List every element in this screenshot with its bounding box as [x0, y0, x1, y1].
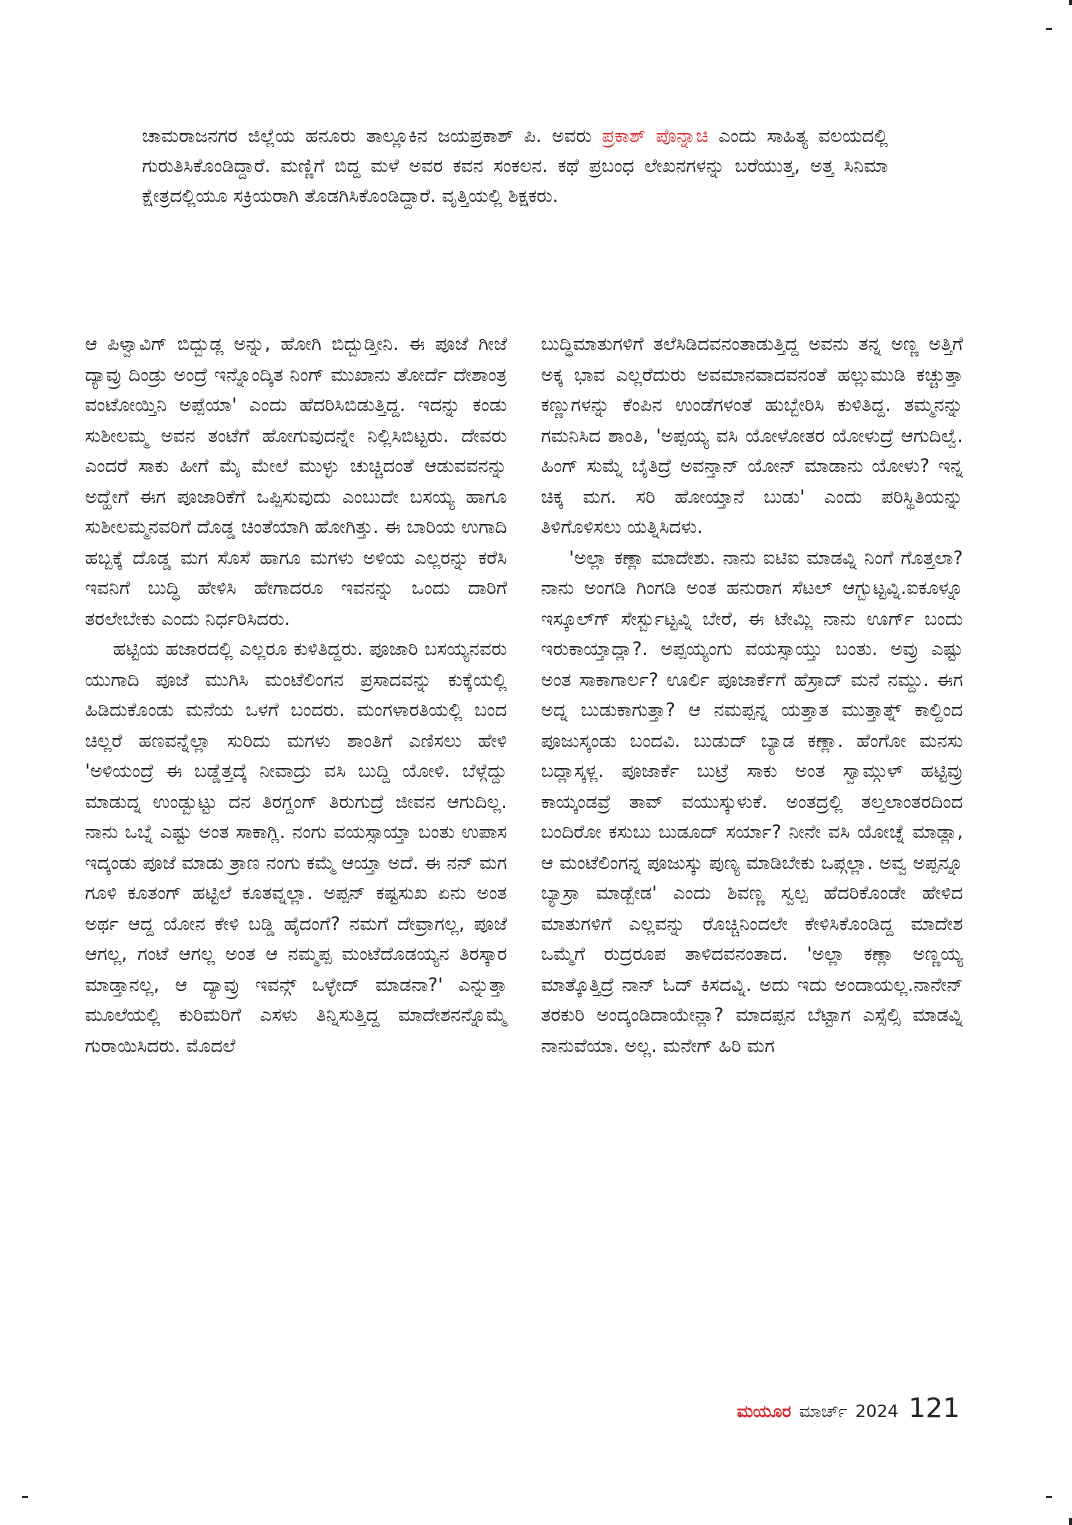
author-pen-name: ಪ್ರಕಾಶ್ ಪೊನ್ನಾಚಿ: [601, 126, 709, 147]
author-intro: [142, 122, 888, 212]
left-column: [85, 330, 507, 1062]
crop-mark: [1046, 1496, 1052, 1498]
right-column: [541, 330, 963, 1062]
issue-year: 2024: [855, 1402, 899, 1422]
intro-text: ಎಂದು ಸಾಹಿತ್ಯ ವಲಯದಲ್ಲಿ ಗುರುತಿಸಿಕೊಂಡಿದ್ದಾರೆ. ಮಣ್ಣಿಗೆ ಬಿದ್ದ ಮಳೆ ಅವರ ಕವನ ಸಂಕಲನ. ಕಥೆ ಪ್ರಬಂಧ ಲೇಖನಗಳನ್ನು ಬರೆಯುತ್ತ, ಅತ್ತ ಸಿನಿಮಾ ಕ್ಷೇತ್ರದಲ್ಲಿಯೂ ಸಕ್ರಿಯರಾಗಿ ತೊಡಗಿಸಿಕೊಂಡಿದ್ದಾರೆ. ವೃತ್ತಿಯಲ್ಲಿ ಶಿಕ್ಷಕರು.: [142, 126, 888, 207]
page-footer: [737, 1393, 960, 1424]
page-number: 121: [908, 1393, 960, 1424]
intro-line: ಚಾಮರಾಜನಗರ ಜಿಲ್ಲೆಯ ಹನೂರು ತಾಲ್ಲೂಕಿನ ಜಯಪ್ರಕಾಶ್ ಪಿ. ಅವರು: [142, 126, 592, 147]
paragraph: ಬುದ್ಧಿಮಾತುಗಳಿಗೆ ತಲೆಸಿಡಿದವನಂತಾಡುತ್ತಿದ್ದ ಅವನು ತನ್ನ ಅಣ್ಣ ಅತ್ತಿಗೆ ಅಕ್ಕ ಭಾವ ಎಲ್ಲರೆದುರು ಅವಮಾನವಾದವನಂತೆ ಹಲ್ಲುಮುಡಿ ಕಚ್ಚುತ್ತಾ ಕಣ್ಣುಗಳನ್ನು ಕೆಂಪಿನ ಉಂಡೆಗಳಂತೆ ಹುಬ್ಬೇರಿಸಿ ಕುಳಿತಿದ್ದ. ತಮ್ಮನನ್ನು ಗಮನಿಸಿದ ಶಾಂತಿ, 'ಅಪ್ಪಯ್ಯ ವಸಿ ಯೋಳೋತರ ಯೋಳುದ್ರೆ ಆಗುದಿಲ್ವೆ. ಹಿಂಗ್ ಸುಮ್ನೆ ಬೈತಿದ್ರೆ ಅವನ್ತಾನ್ ಯೋನ್ ಮಾಡಾನು ಯೋಳು? ಇನ್ನ ಚಿಕ್ಕ ಮಗ. ಸರಿ ಹೋಯ್ತಾನೆ ಬುಡು' ಎಂದು ಪರಿಸ್ಥಿತಿಯನ್ನು ತಿಳಿಗೊಳಿಸಲು ಯತ್ನಿಸಿದಳು.: [541, 334, 963, 538]
issue-month: ಮಾರ್ಚ್: [799, 1402, 848, 1422]
crop-mark: [22, 1496, 28, 1498]
paragraph: 'ಅಲ್ಲಾ ಕಣ್ಲಾ ಮಾದೇಶು. ನಾನು ಐಟಿಐ ಮಾಡವ್ನಿ ನಿಂಗೆ ಗೊತ್ತಲಾ? ನಾನು ಅಂಗಡಿ ಗಿಂಗಡಿ ಅಂತ ಹನುರಾಗ ಸೆಟಲ್ ಆಗ್ಬುಟ್ಟವ್ನಿ.ಐಕೂಳ್ನೂ ಇಸ್ಕೂಲ್‌ಗ್ ಸೇರ್ಸ್ಬುಟ್ಟವ್ನಿ ಬೇರೆ, ಈ ಟೇಮ್ಲಿ ನಾನು ಊರ್ಗ್ ಬಂದು ಇರುಕಾಯ್ತಾದ್ಲಾ?. ಅಪ್ಪಯ್ಯಂಗು ವಯಸ್ಸಾಯ್ತು ಬಂತು. ಅವ್ರು ಎಷ್ಟು ಅಂತ ಸಾಕಾಗಾರ್ಲ? ಊರ್ಲಿ ಪೂಜಾರ್ಕೆಗೆ ಹೆಸ್ರಾದ್ ಮನೆ ನಮ್ದು. ಈಗ ಅದ್ನ ಬುಡುಕಾಗುತ್ತಾ? ಆ ನಮಪ್ಪನ್ನ ಯತ್ತಾತ ಮುತ್ತಾತ್ನ್ ಕಾಲ್ದಿಂದ ಪೂಜುಸ್ಕಂಡು ಬಂದವಿ. ಬುಡುದ್ ಬ್ಯಾಡ ಕಣ್ಲಾ. ಹೆಂಗೋ ಮನಸು ಬದ್ಲಾಸ್ಕಳ್ಲ. ಪೂಜಾರ್ಕೆ ಬುಟ್ರೆ ಸಾಕು ಅಂತ ಸ್ವಾಮ್ಗುಳ್ ಹಟ್ಟಿವ್ರು ಕಾಯ್ಕಂಡವ್ರೆ ತಾವ್ ವಯುಸ್ಕುಳುಕೆ. ಅಂತದ್ರಲ್ಲಿ ತಲ್ತಲಾಂತರದಿಂದ ಬಂದಿರೋ ಕಸುಬು ಬುಡೂದ್ ಸರ್ಯಾ? ನೀನೇ ವಸಿ ಯೋಚ್ನೆ ಮಾಡ್ಲಾ, ಆ ಮಂಟೆಲಿಂಗನ್ನ ಪೂಜುಸ್ಕು ಪುಣ್ಯ ಮಾಡಿಬೇಕು ಒಪ್ಗಲ್ಲಾ. ಅವ್ವ ಅಪ್ಪನ್ನೂ ಬ್ಯಾಸ್ರಾ ಮಾಡ್ಬೇಡ' ಎಂದು ಶಿವಣ್ಣ ಸ್ವಲ್ಪ ಹೆದರಿಕೊಂಡೇ ಹೇಳಿದ ಮಾತುಗಳಿಗೆ ಎಲ್ಲವನ್ನು ರೊಚ್ಚಿನಿಂದಲೇ ಕೇಳಿಸಿಕೊಂಡಿದ್ದ ಮಾದೇಶ ಒಮ್ಮೆಗೆ ರುದ್ರರೂಪ ತಾಳಿದವನಂತಾದ. 'ಅಲ್ಲಾ ಕಣ್ಲಾ ಅಣ್ಣಯ್ಯ ಮಾತ್ಕೊತ್ತಿದ್ರೆ ನಾನ್ ಓದ್ ಕಿಸದವ್ನಿ. ಅದು ಇದು ಅಂದಾಯಲ್ಲ.ನಾನೇನ್ ತರಕುರಿ ಅಂದ್ಕಂಡಿದಾಯೇನ್ಲಾ? ಮಾದಪ್ಪನ ಬೆಟ್ಟಾಗ ಎಸ್ಸೆಲ್ಸಿ ಮಾಡವ್ನಿ ನಾನುವೆಯಾ. ಅಲ್ಲ. ಮನೇಗ್ ಹಿರಿ ಮಗ: [541, 547, 963, 1057]
paragraph: ಹಟ್ಟಿಯ ಹಜಾರದಲ್ಲಿ ಎಲ್ಲರೂ ಕುಳಿತಿದ್ದರು. ಪೂಜಾರಿ ಬಸಯ್ಯನವರು ಯುಗಾದಿ ಪೂಜೆ ಮುಗಿಸಿ ಮಂಟೆಲಿಂಗನ ಪ್ರಸಾದವನ್ನು ಕುಕ್ಕೆಯಲ್ಲಿ ಹಿಡಿದುಕೊಂಡು ಮನೆಯ ಒಳಗೆ ಬಂದರು. ಮಂಗಳಾರತಿಯಲ್ಲಿ ಬಂದ ಚಿಲ್ಲರೆ ಹಣವನ್ನೆಲ್ಲಾ ಸುರಿದು ಮಗಳು ಶಾಂತಿಗೆ ಎಣಿಸಲು ಹೇಳಿ 'ಅಳಿಯಂದ್ರೆ ಈ ಬಡ್ಡೆತ್ತದ್ಕೆ ನೀವಾದ್ರು ವಸಿ ಬುದ್ದಿ ಯೋಳಿ. ಬೆಳ್ಗೆದ್ದು ಮಾಡುದ್ನ ಉಂಡ್ಬುಟ್ಟು ದನ ತಿರಗ್ದಂಗ್ ತಿರುಗುದ್ರೆ ಜೀವನ ಆಗುದಿಲ್ಲ. ನಾನು ಒಬ್ನೆ ಎಷ್ಟು ಅಂತ ಸಾಕಾಗ್ಲಿ. ನಂಗು ವಯಸ್ಸಾಯ್ತಾ ಬಂತು ಉಪಾಸ ಇದ್ಕಂಡು ಪೂಜೆ ಮಾಡು ತ್ರಾಣ ನಂಗು ಕಮ್ಮೆ ಆಯ್ತಾ ಅದೆ. ಈ ನನ್ ಮಗ ಗೂಳಿ ಕೂತಂಗ್ ಹಟ್ಟಿಲೆ ಕೂತವ್ನಲ್ಲಾ. ಅಪ್ಪನ್ ಕಷ್ಟಸುಖ ಏನು ಅಂತ ಅರ್ಥ ಆದ್ದ ಯೋನ ಕೇಳಿ ಬಡ್ಡಿ ಹೈದಂಗೆ? ನಮಗೆ ದೇವ್ರಾಗಲ್ಲ, ಪೂಜೆ ಆಗಲ್ಲ, ಗಂಟೆ ಆಗಲ್ಲ ಅಂತ ಆ ನಮ್ಮಪ್ಪ ಮಂಟೆದೊಡಯ್ಯನ ತಿರಸ್ಕಾರ ಮಾಡ್ತಾನಲ್ಲ, ಆ ದ್ಯಾವ್ರು ಇವನ್ಗ್ ಒಳ್ಳೇದ್ ಮಾಡನಾ?' ಎನ್ನುತ್ತಾ ಮೂಲೆಯಲ್ಲಿ ಕುರಿಮರಿಗೆ ಎಸಳು ತಿನ್ನಿಸುತ್ತಿದ್ದ ಮಾದೇಶನನ್ನೊಮ್ಮೆ ಗುರಾಯಿಸಿದರು. ಮೊದಲೆ: [85, 639, 507, 1057]
paragraph: ಆ ಪಿಳ್ವಾವಿಗ್ ಬಿದ್ಬುಡ್ಲ ಅನ್ನು, ಹೋಗಿ ಬಿದ್ಬುಡ್ತೀನಿ. ಈ ಪೂಜೆ ಗೀಜೆ ದ್ಯಾವ್ರು ದಿಂಡ್ರು ಅಂದ್ರೆ ಇನ್ನೊಂದ್ಕಿತ ನಿಂಗ್ ಮುಖಾನು ತೋರ್ದೆ ದೇಶಾಂತ್ರ ವಂಟೋಯ್ತಿನಿ ಅಪ್ಪೆಯಾ' ಎಂದು ಹೆದರಿಸಿಬಿಡುತ್ತಿದ್ದ. ಇದನ್ನು ಕಂಡು ಸುಶೀಲಮ್ಮ ಅವನ ತಂಟೆಗೆ ಹೋಗುವುದನ್ನೇ ನಿಲ್ಲಿಸಿಬಿಟ್ಟರು. ದೇವರು ಎಂದರೆ ಸಾಕು ಹೀಗೆ ಮೈ ಮೇಲೆ ಮುಳ್ಳು ಚುಚ್ಚಿದಂತೆ ಆಡುವವನನ್ನು ಅದ್ಹೇಗೆ ಈಗ ಪೂಜಾರಿಕೆಗೆ ಒಪ್ಪಿಸುವುದು ಎಂಬುದೇ ಬಸಯ್ಯ ಹಾಗೂ ಸುಶೀಲಮ್ಮನವರಿಗೆ ದೊಡ್ಡ ಚಿಂತೆಯಾಗಿ ಹೋಗಿತ್ತು. ಈ ಬಾರಿಯ ಉಗಾದಿ ಹಬ್ಬಕ್ಕೆ ದೊಡ್ಡ ಮಗ ಸೊಸೆ ಹಾಗೂ ಮಗಳು ಅಳಿಯ ಎಲ್ಲರನ್ನು ಕರೆಸಿ ಇವನಿಗೆ ಬುದ್ಧಿ ಹೇಳಿಸಿ ಹೇಗಾದರೂ ಇವನನ್ನು ಒಂದು ದಾರಿಗೆ ತರಲೇಬೇಕು ಎಂದು ನಿರ್ಧರಿಸಿದರು.: [85, 334, 507, 630]
crop-mark: [1046, 28, 1052, 30]
magazine-name: ಮಯೂರ: [736, 1402, 792, 1422]
